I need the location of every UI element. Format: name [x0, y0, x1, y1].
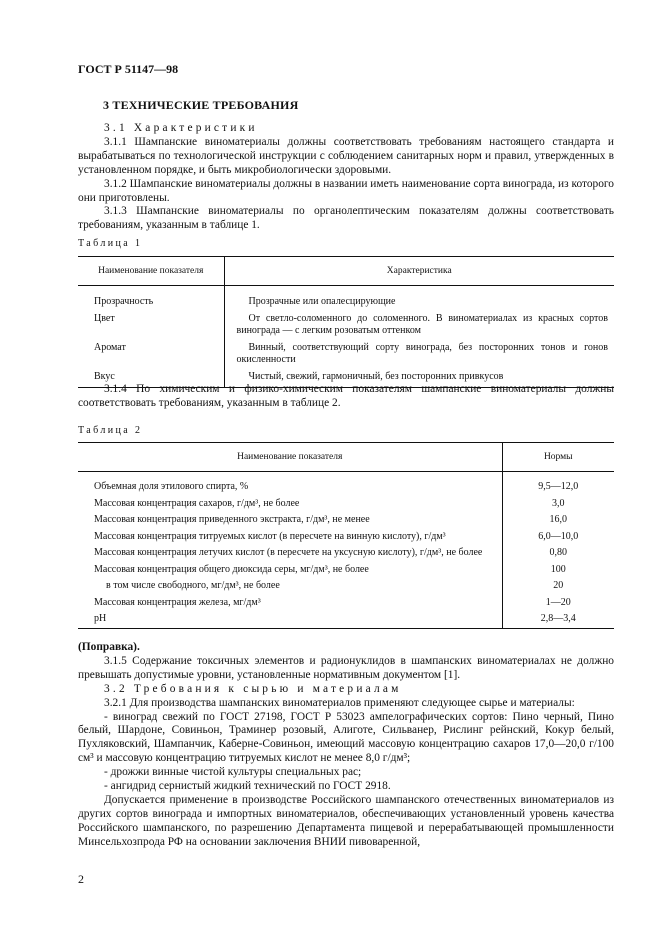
subsection-heading: 3.1 Характеристики — [104, 122, 258, 134]
list-item: - дрожжи винные чистой культуры специальных рас; — [104, 766, 362, 779]
paragraph-3-2-1: 3.2.1 Для производства шампанских виноматериалов применяют следующее сырье и материалы: — [104, 696, 575, 709]
section-3-1-5-and-3-2 — [78, 641, 614, 850]
table2-caption: Таблица 2 — [78, 425, 143, 436]
section-3-1 — [78, 122, 614, 233]
paragraph-3-1-1: 3.1.1 Шампанские виноматериалы должны соответствовать требованиям настоящего стандарта и вырабатываться по технологической инструкции с соблюдением санитарных норм и правил, утвержденных в установленном порядке, и быть микробиологически здоровыми. — [78, 135, 614, 176]
table-row: Массовая концентрация приведенного экстракта, г/дм³, не менее 16,0 — [78, 512, 614, 529]
paragraph-3-1-4-block — [78, 383, 614, 411]
table-row: Массовая концентрация общего диоксида серы, мг/дм³, не более 100 — [78, 562, 614, 579]
table-row: Аромат Винный, соответствующий сорту винограда, без посторонних тонов и гонов окисленности — [78, 340, 614, 369]
amendment-note: (Поправка). — [78, 641, 140, 653]
table-row: Массовая концентрация железа, мг/дм³ 1—20 — [78, 595, 614, 612]
table-2 — [78, 442, 614, 629]
table1-caption: Таблица 1 — [78, 238, 143, 249]
table-row: рН 2,8—3,4 — [78, 611, 614, 628]
paragraph-3-1-5: 3.1.5 Содержание токсичных элементов и радионуклидов в шампанских виноматериалах не должно превышать допустимые уровни, установленные нормативным документом [1]. — [78, 654, 614, 681]
paragraph-admission: Допускается применение в производстве Российского шампанского отечественных виноматериалов из других сортов винограда и импортных виноматериалов, обеспечивающих установленный уровень качества Российского шампанского, по разрешению Департамента пищевой и перерабатывающей промышленности Минсельхозпрода РФ на основании заключения ВНИИ пивоваренной, — [78, 793, 614, 848]
paragraph-3-1-2: 3.1.2 Шампанские виноматериалы должны в названии иметь наименование сорта винограда, из которого они приготовлены. — [78, 177, 614, 204]
table-row: Массовая концентрация сахаров, г/дм³, не более 3,0 — [78, 496, 614, 513]
table-row: Массовая концентрация титруемых кислот (в пересчете на винную кислоту), г/дм³ 6,0—10,0 — [78, 529, 614, 546]
table-row: Цвет От светло-соломенного до соломенного. В виноматериалах из красных сортов винограда — с легким розоватым оттенком — [78, 311, 614, 340]
page-number: 2 — [78, 872, 84, 886]
paragraph-3-1-4: 3.1.4 По химическим и физико-химическим показателям шампанские виноматериалы должны соответствовать требованиям, указанным в таблице 2. — [78, 383, 614, 409]
table-row: в том числе свободного, мг/дм³, не более 20 — [78, 578, 614, 595]
table1-header-characteristic: Характеристика — [224, 257, 614, 286]
table-row: Прозрачность Прозрачные или опалесцирующие — [78, 294, 614, 311]
document-header: ГОСТ Р 51147—98 — [78, 62, 179, 76]
section-title: 3 ТЕХНИЧЕСКИЕ ТРЕБОВАНИЯ — [103, 98, 299, 112]
subsection-heading: 3.2 Требования к сырью и материалам — [104, 682, 402, 695]
paragraph-3-1-3: 3.1.3 Шампанские виноматериалы по органолептическим показателям должны соответствовать требованиям, указанным в таблице 1. — [78, 205, 614, 232]
table1-header-name: Наименование показателя — [78, 257, 224, 286]
table-1 — [78, 256, 614, 388]
table2-header-norms: Нормы — [502, 443, 614, 472]
list-item: - виноград свежий по ГОСТ 27198, ГОСТ Р 53023 ампелографических сортов: Пино черный, Пино белый, Шардоне, Совиньон, Траминер розовый, Алиготе, Сильванер, Рислинг рейнский, Кокур белый, Пухляковский, Шампанчик, Каберне-Совиньон, имеющий массовую концентрацию сахаров 17,0—20,0 г/100 см³ и массовую концентрацию титруемых кислот не менее 8,0 г/дм³; — [78, 710, 614, 765]
table2-header-name: Наименование показателя — [78, 443, 502, 472]
table-row: Вкус Чистый, свежий, гармоничный, без посторонних привкусов — [78, 369, 614, 388]
table-row: Массовая концентрация летучих кислот (в пересчете на уксусную кислоту), г/дм³, не более 0,80 — [78, 545, 614, 562]
list-item: - ангидрид сернистый жидкий технический по ГОСТ 2918. — [104, 780, 391, 793]
table-row: Объемная доля этилового спирта, % 9,5—12,0 — [78, 479, 614, 496]
